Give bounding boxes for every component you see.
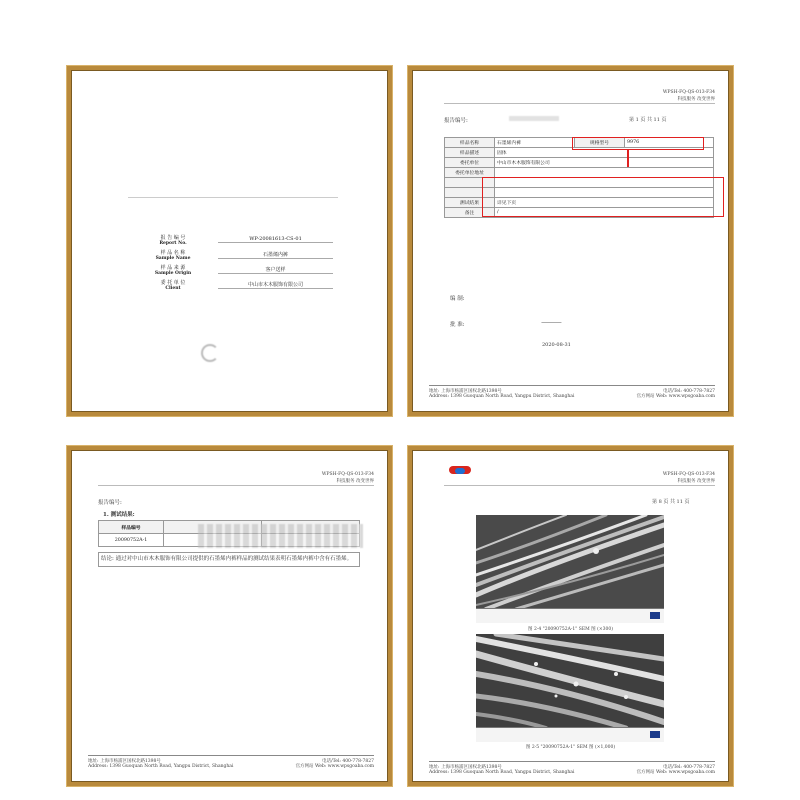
report-no-label: 报告编号: (98, 500, 122, 506)
highlight-arrow-icon (627, 149, 629, 167)
header-rule (98, 485, 374, 486)
table-row: 样品编号 (99, 521, 360, 534)
page-footer: 地址: 上海市杨浦区国权北路1398号 Address: 1398 Guoquan North Road, Yangpu District, Shanghai 电话/Tel: 400-778-7827 官方网站 Web: www.wpsgoaba.com (429, 761, 715, 764)
label-cn: 样 品 名 称 (160, 250, 186, 256)
sem-info-bar (476, 608, 664, 623)
frame-cover-page (67, 66, 392, 416)
frame-results-page (67, 446, 392, 786)
table-row: 委托单位 中山市木木服饰有限公司 (445, 158, 714, 168)
label-en: Report No. (159, 241, 187, 246)
info-row (143, 235, 333, 250)
microscope-brand-icon (650, 731, 660, 738)
report-no-label: 报告编号: (444, 118, 468, 124)
highlight-model-box (572, 137, 704, 150)
sem-page (414, 452, 727, 780)
sem-image-300x (476, 515, 664, 623)
client-value: 中山市木木服饰有限公司 (218, 281, 333, 289)
section-heading: 1. 测试结果: (103, 512, 135, 518)
sem-image-1000x (476, 634, 664, 742)
figure-caption: 图 2-5 "20090752A-1" SEM 图 (×1,000) (525, 745, 616, 750)
figure-caption: 图 2-4 "20090752A-1" SEM 图 (×300) (528, 627, 613, 632)
sem-info-bar (476, 727, 664, 742)
info-row (143, 265, 333, 280)
report-date: 2020-08-31 (542, 342, 571, 348)
header-rule (444, 103, 715, 104)
redacted-area (198, 524, 363, 548)
label-en: Sample Name (155, 256, 191, 261)
summary-page (414, 72, 727, 410)
doc-code: WPSH-FQ-QS-013-F34 (662, 90, 715, 95)
frame-summary-page (408, 66, 733, 416)
approver-label: 批 准: (450, 322, 465, 328)
results-page (73, 452, 386, 780)
conclusion-text: 结论: 通过对中山市木木服饰有限公司提供的石墨烯内裤样品的测试结果表明石墨烯内裤中含有石墨烯。 (98, 552, 360, 567)
table-row: 委托单位地址 (445, 168, 714, 178)
divider (128, 197, 338, 198)
label-cn: 委 托 单 位 (160, 280, 186, 286)
company-logo-icon (449, 462, 473, 478)
report-no-value: WP-20081613-CS-01 (218, 236, 333, 243)
report-no-redacted (509, 116, 559, 121)
table-row: 备注 / (445, 208, 714, 218)
microscope-brand-icon (650, 612, 660, 619)
label-en: Client (165, 286, 181, 291)
frame-sem-page (408, 446, 733, 786)
table-row: 样品描述 固体 (445, 148, 714, 158)
cover-page (73, 72, 386, 410)
sample-origin-value: 客户送样 (218, 266, 333, 274)
info-row (143, 280, 333, 295)
company-logo-icon (201, 344, 219, 362)
label-cn: 报 告 编 号 (160, 235, 186, 241)
label-en: Sample Origin (154, 271, 192, 276)
signature-image (541, 308, 566, 323)
table-row: 样品名称 石墨烯内裤 规格型号 9976 (445, 138, 714, 148)
table-row: 20090752A-1 (99, 534, 360, 547)
page-number: 第 1 页 共 11 页 (629, 117, 667, 123)
table-row: 测试结果 详见下页 (445, 198, 714, 208)
doc-code: WPSH-FQ-QS-013-F34 (321, 472, 374, 477)
page-footer: 地址: 上海市杨浦区国权北路1398号 Address: 1398 Guoquan North Road, Yangpu District, Shanghai 电话/Tel: 400-778-7827 官方网站 Web: www.wpsgoaba.com (429, 385, 715, 388)
doc-subtitle: 科技服务 改变世界 (677, 97, 715, 102)
compiler-label: 编 制: (450, 296, 465, 302)
doc-subtitle: 科技服务 改变世界 (677, 479, 715, 484)
header-rule (444, 485, 715, 486)
page-number: 第 8 页 共 11 页 (652, 499, 690, 505)
page-footer: 地址: 上海市杨浦区国权北路1398号 Address: 1398 Guoquan North Road, Yangpu District, Shanghai 电话/Tel: 400-778-7827 官方网站 Web: www.wpsgoaba.com (88, 755, 374, 758)
highlight-address-box (482, 177, 724, 217)
cover-info-block (143, 235, 333, 295)
doc-code: WPSH-FQ-QS-013-F34 (662, 472, 715, 477)
doc-subtitle: 科技服务 改变世界 (336, 479, 374, 484)
label-cn: 样 品 来 源 (160, 265, 186, 271)
info-row (143, 250, 333, 265)
sample-name-value: 石墨烯内裤 (218, 251, 333, 259)
